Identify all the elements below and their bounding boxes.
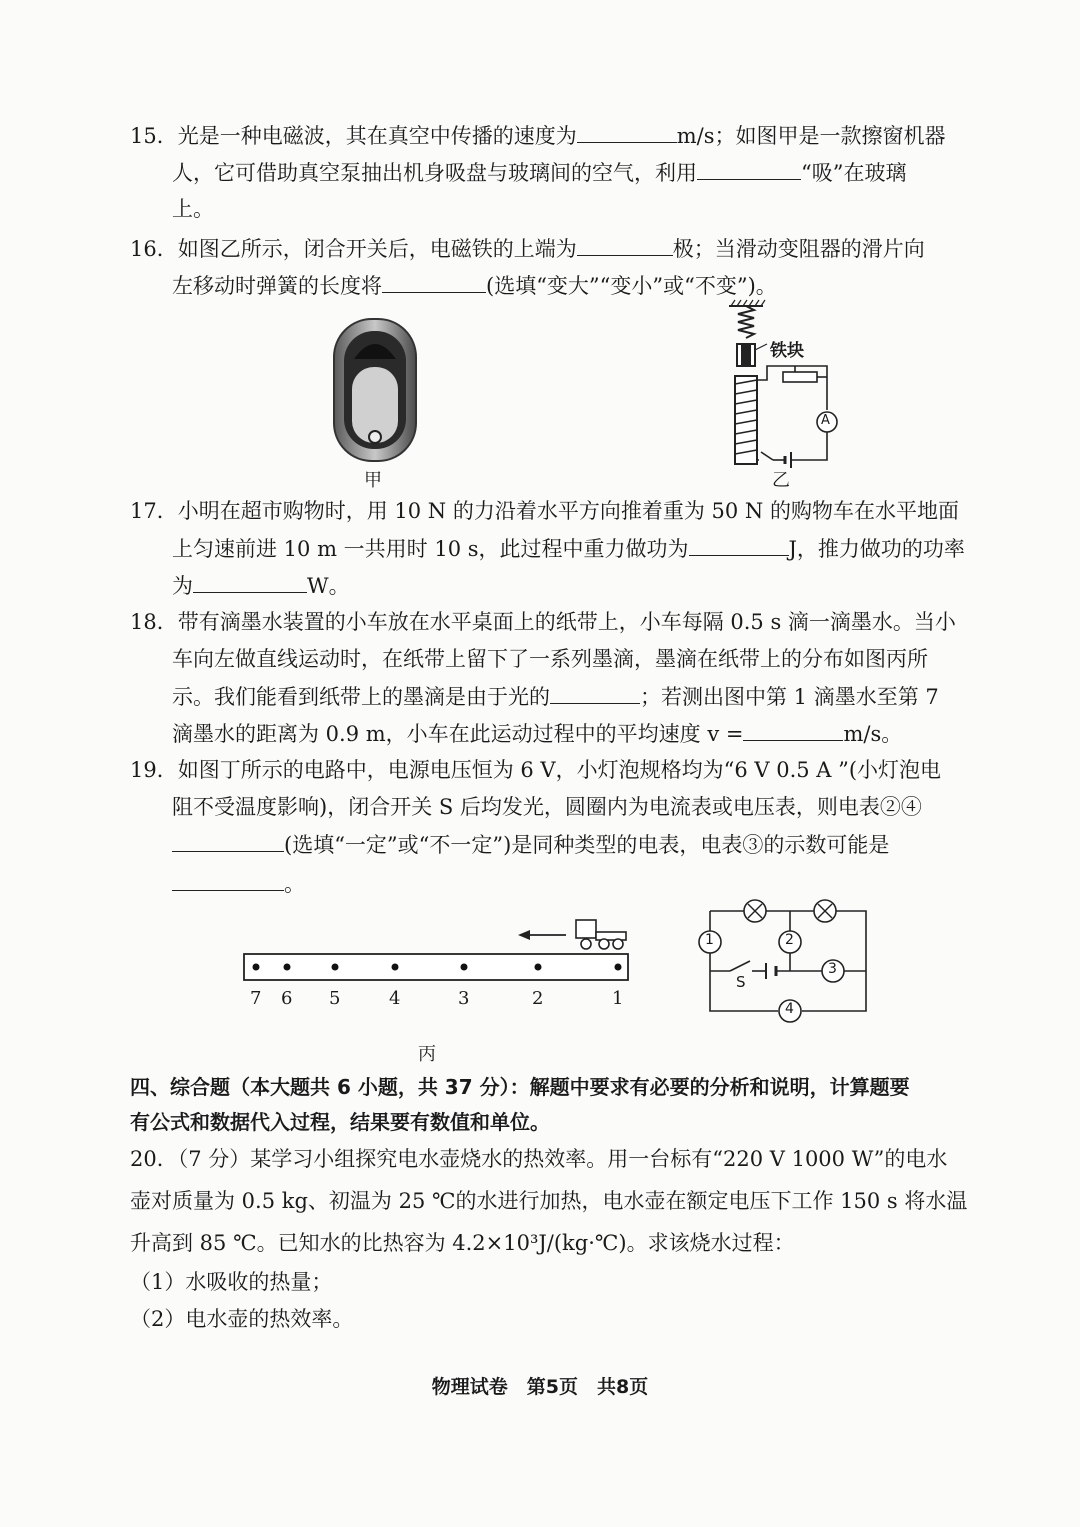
drop-label-5: 5 xyxy=(329,988,341,1009)
q16-text: 左移动时弹簧的长度将 xyxy=(172,274,382,298)
q20-subq2: （2）电水壶的热效率。 xyxy=(130,1307,354,1331)
q16-blank-spring[interactable] xyxy=(382,270,486,293)
q16-line1 xyxy=(130,233,925,264)
q19-line1: 19．如图丁所示的电路中，电源电压恒为 6 V，小灯泡规格均为“6 V 0.5 A ”(小灯泡电 xyxy=(130,758,942,782)
drop-label-7: 7 xyxy=(250,988,262,1009)
q17-blank-power[interactable] xyxy=(193,570,307,593)
q15-text: “吸”在玻璃 xyxy=(801,161,907,185)
iron-block-label: 铁块 xyxy=(770,341,804,361)
drop-label-6: 6 xyxy=(281,988,293,1009)
q18-line1: 18．带有滴墨水装置的小车放在水平桌面上的纸带上，小车每隔 0.5 s 滴一滴墨水。当小 xyxy=(130,610,956,634)
q17-line1: 17．小明在超市购物时，用 10 N 的力沿着水平方向推着重为 50 N 的购物车在水平地面 xyxy=(130,499,959,523)
fig-bing-caption: 丙 xyxy=(418,1044,436,1065)
q20-line1: 20．（7 分）某学习小组探究电水壶烧水的热效率。用一台标有“220 V 1000 W”的电水 xyxy=(130,1147,948,1171)
q18-text: m/s。 xyxy=(843,722,903,746)
q15-line2 xyxy=(172,157,906,188)
q19-text: (选填“一定”或“不一定”)是同种类型的电表，电表③的示数可能是 xyxy=(284,833,890,857)
q18-blank-reflection[interactable] xyxy=(550,681,640,704)
q18-blank-speed[interactable] xyxy=(743,718,843,741)
window-robot-image xyxy=(330,315,420,465)
q17-text: 为 xyxy=(172,574,193,598)
ink-drop-tape-diagram xyxy=(240,910,640,985)
q15-text: 人，它可借助真空泵抽出机身吸盘与玻璃间的空气，利用 xyxy=(172,161,697,185)
electromagnet-circuit-diagram xyxy=(715,298,845,474)
q15-blank-speed[interactable] xyxy=(577,120,677,143)
q15-line3: 上。 xyxy=(172,197,214,221)
q18-text: ；若测出图中第 1 滴墨水至第 7 xyxy=(640,685,939,709)
q17-blank-work[interactable] xyxy=(689,533,789,556)
q17-line3 xyxy=(172,570,350,601)
q19-line2: 阻不受温度影响)，闭合开关 S 后均发光，圆圈内为电流表或电压表，则电表②④ xyxy=(172,795,922,819)
q15-text: 15．光是一种电磁波，其在真空中传播的速度为 xyxy=(130,124,577,148)
ammeter-label: A xyxy=(821,413,830,428)
section4-heading-line1: 四、综合题（本大题共 6 小题，共 37 分）：解题中要求有必要的分析和说明，计算题要 xyxy=(130,1075,910,1099)
q16-text: 极；当滑动变阻器的滑片向 xyxy=(672,237,925,261)
meter-circuit-diagram xyxy=(690,895,875,1025)
q15-line1 xyxy=(130,120,946,151)
q17-text: J，推力做功的功率 xyxy=(788,537,965,561)
q19-line3 xyxy=(172,829,889,860)
drop-label-4: 4 xyxy=(389,988,401,1009)
q17-line2 xyxy=(172,533,965,564)
q18-line3 xyxy=(172,681,939,712)
q19-blank-meter-type[interactable] xyxy=(172,829,284,852)
q18-text: 滴墨水的距离为 0.9 m，小车在此运动过程中的平均速度 v = xyxy=(172,722,744,746)
q18-line2: 车向左做直线运动时，在纸带上留下了一系列墨滴，墨滴在纸带上的分布如图丙所 xyxy=(172,647,928,671)
q17-text: W。 xyxy=(307,574,350,598)
q17-text: 上匀速前进 10 m 一共用时 10 s，此过程中重力做功为 xyxy=(172,537,689,561)
q16-line2 xyxy=(172,270,777,301)
meter-4-label: 4 xyxy=(785,1001,794,1017)
q15-text: m/s；如图甲是一款擦窗机器 xyxy=(676,124,946,148)
q19-blank-reading[interactable] xyxy=(172,868,284,891)
q19-text: 。 xyxy=(284,872,305,896)
drop-label-2: 2 xyxy=(532,988,544,1009)
q16-text: (选填“变大”“变小”或“不变”)。 xyxy=(486,274,777,298)
drop-label-3: 3 xyxy=(458,988,470,1009)
q16-blank-pole[interactable] xyxy=(577,233,673,256)
fig-yi-caption: 乙 xyxy=(772,470,790,491)
q20-line3: 升高到 85 ℃。已知水的比热容为 4.2×10³J/(kg·℃)。求该烧水过程： xyxy=(130,1231,795,1255)
q16-text: 16．如图乙所示，闭合开关后，电磁铁的上端为 xyxy=(130,237,577,261)
fig-jia-caption: 甲 xyxy=(364,470,382,491)
meter-2-label: 2 xyxy=(785,932,794,948)
meter-1-label: 1 xyxy=(705,932,714,948)
q20-subq1: （1）水吸收的热量； xyxy=(130,1270,333,1294)
q18-text: 示。我们能看到纸带上的墨滴是由于光的 xyxy=(172,685,550,709)
drop-label-1: 1 xyxy=(612,988,624,1009)
q15-blank-reason[interactable] xyxy=(697,157,801,180)
page-footer: 物理试卷 第5页 共8页 xyxy=(431,1376,649,1398)
q18-line4 xyxy=(172,718,902,749)
q20-line2: 壶对质量为 0.5 kg、初温为 25 ℃的水进行加热，电水壶在额定电压下工作 150 s 将水温 xyxy=(130,1189,968,1213)
switch-label: S xyxy=(736,973,746,991)
q19-line4 xyxy=(172,868,305,899)
meter-3-label: 3 xyxy=(828,961,837,977)
section4-heading-line2: 有公式和数据代入过程，结果要有数值和单位。 xyxy=(130,1110,550,1134)
